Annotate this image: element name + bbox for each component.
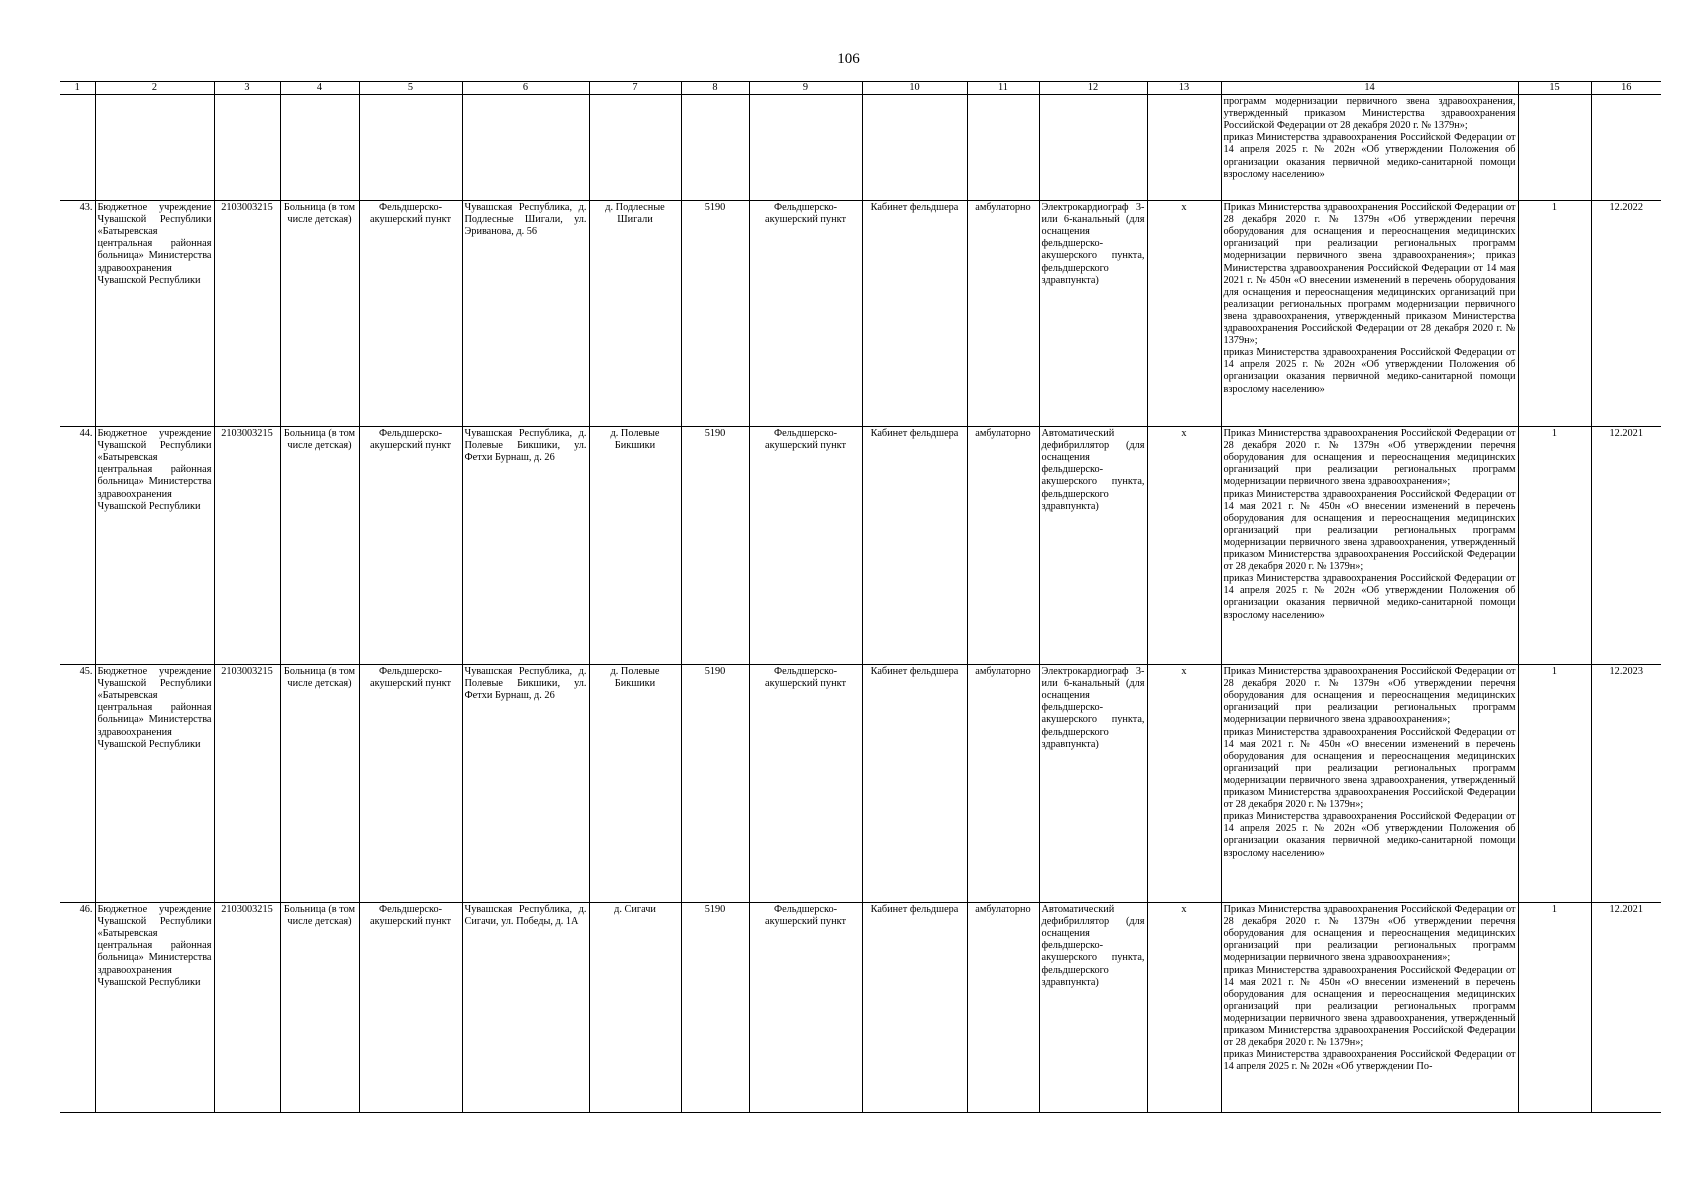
locality-cell: д. Сигачи	[589, 903, 681, 1113]
date-cell: 12.2022	[1591, 201, 1661, 427]
care-mode-cell: амбулаторно	[967, 903, 1039, 1113]
facility-type-cell: Больница (в том числе детская)	[280, 201, 359, 427]
column-header: 11	[967, 82, 1039, 95]
column-header: 16	[1591, 82, 1661, 95]
column-header: 15	[1518, 82, 1591, 95]
division-cell: Фельдшерско-акушерский пункт	[749, 665, 862, 903]
inn-cell: 2103003215	[214, 903, 280, 1113]
table-row	[60, 201, 1661, 427]
care-mode-cell: амбулаторно	[967, 665, 1039, 903]
equipment-cell: Автоматический дефибриллятор (для оснащения фельдшерско-акушерского пункта, фельдшерского здравпункта)	[1039, 427, 1147, 665]
code-cell: 5190	[681, 201, 749, 427]
room-cell: Кабинет фельдшера	[862, 427, 967, 665]
column-header: 6	[462, 82, 589, 95]
col13-cell: х	[1147, 427, 1221, 665]
facility-type-cell: Больница (в том числе детская)	[280, 427, 359, 665]
division-cell: Фельдшерско-акушерский пункт	[749, 903, 862, 1113]
column-header: 10	[862, 82, 967, 95]
unit-cell: Фельдшерско-акушерский пункт	[359, 201, 462, 427]
quantity-cell: 1	[1518, 903, 1591, 1113]
column-header: 14	[1221, 82, 1518, 95]
equipment-cell: Автоматический дефибриллятор (для оснащения фельдшерско-акушерского пункта, фельдшерского здравпункта)	[1039, 903, 1147, 1113]
unit-cell: Фельдшерско-акушерский пункт	[359, 427, 462, 665]
column-header: 2	[95, 82, 214, 95]
legal-basis-cell: Приказ Министерства здравоохранения Российской Федерации от 28 декабря 2020 г. № 1379н «Об утверждении перечня оборудования для оснащения и переоснащения медицинских организаций при реализации региональных программ модернизации первичного звена здравоохранения»; приказ Министерства здравоохранения Российской Федерации от 14 мая 2021 г. № 450н «О внесении изменений в перечень оборудования для оснащения и переоснащения медицинских организаций при реализации региональных программ модернизации первичного звена здравоохранения, утвержденный приказом Министерства здравоохранения Российской Федерации от 28 декабря 2020 г. № 1379н»; приказ Министерства здравоохранения Российской Федерации от 14 апреля 2025 г. № 202н «Об утверждении Положения об организации оказания первичной медико-санитарной помощи взрослому населению»	[1221, 427, 1518, 665]
column-header: 4	[280, 82, 359, 95]
column-header: 3	[214, 82, 280, 95]
equipment-cell: Электрокардиограф 3- или 6-канальный (для оснащения фельдшерско-акушерского пункта, фельдшерского здравпункта)	[1039, 665, 1147, 903]
page-number: 106	[837, 51, 860, 67]
column-header: 7	[589, 82, 681, 95]
table-row	[60, 903, 1661, 1113]
organization-cell: Бюджетное учреждение Чувашской Республики «Батыревская центральная районная больница» Министерства здравоохранения Чувашской Республики	[95, 427, 214, 665]
continuation-row	[60, 95, 1661, 201]
organization-cell: Бюджетное учреждение Чувашской Республики «Батыревская центральная районная больница» Министерства здравоохранения Чувашской Республики	[95, 201, 214, 427]
locality-cell: д. Подлесные Шигали	[589, 201, 681, 427]
date-cell: 12.2021	[1591, 427, 1661, 665]
room-cell: Кабинет фельдшера	[862, 201, 967, 427]
code-cell: 5190	[681, 903, 749, 1113]
organization-cell: Бюджетное учреждение Чувашской Республики «Батыревская центральная районная больница» Министерства здравоохранения Чувашской Республики	[95, 903, 214, 1113]
facility-type-cell: Больница (в том числе детская)	[280, 903, 359, 1113]
address-cell: Чувашская Республика, д. Подлесные Шигали, ул. Эриванова, д. 56	[462, 201, 589, 427]
legal-basis-cell: Приказ Министерства здравоохранения Российской Федерации от 28 декабря 2020 г. № 1379н «Об утверждении перечня оборудования для оснащения и переоснащения медицинских организаций при реализации региональных программ модернизации первичного звена здравоохранения»; приказ Министерства здравоохранения Российской Федерации от 14 мая 2021 г. № 450н «О внесении изменений в перечень оборудования для оснащения и переоснащения медицинских организаций при реализации региональных программ модернизации первичного звена здравоохранения, утвержденный приказом Министерства здравоохранения Российской Федерации от 28 декабря 2020 г. № 1379н»; приказ Министерства здравоохранения Российской Федерации от 14 апреля 2025 г. № 202н «Об утверждении По-	[1221, 903, 1518, 1113]
date-cell: 12.2023	[1591, 665, 1661, 903]
room-cell: Кабинет фельдшера	[862, 903, 967, 1113]
locality-cell: д. Полевые Бикшики	[589, 665, 681, 903]
inn-cell: 2103003215	[214, 665, 280, 903]
code-cell: 5190	[681, 427, 749, 665]
quantity-cell: 1	[1518, 665, 1591, 903]
quantity-cell: 1	[1518, 201, 1591, 427]
unit-cell: Фельдшерско-акушерский пункт	[359, 665, 462, 903]
unit-cell: Фельдшерско-акушерский пункт	[359, 903, 462, 1113]
row-number-cell: 45.	[60, 665, 95, 903]
equipment-table	[60, 81, 1661, 1113]
facility-type-cell: Больница (в том числе детская)	[280, 665, 359, 903]
date-cell: 12.2021	[1591, 903, 1661, 1113]
legal-basis-cell: Приказ Министерства здравоохранения Российской Федерации от 28 декабря 2020 г. № 1379н «Об утверждении перечня оборудования для оснащения и переоснащения медицинских организаций при реализации региональных программ модернизации первичного звена здравоохранения»; приказ Министерства здравоохранения Российской Федерации от 14 мая 2021 г. № 450н «О внесении изменений в перечень оборудования для оснащения и переоснащения медицинских организаций при реализации региональных программ модернизации первичного звена здравоохранения, утвержденный приказом Министерства здравоохранения Российской Федерации от 28 декабря 2020 г. № 1379н»; приказ Министерства здравоохранения Российской Федерации от 14 апреля 2025 г. № 202н «Об утверждении Положения об организации оказания первичной медико-санитарной помощи взрослому населению»	[1221, 665, 1518, 903]
table-row	[60, 427, 1661, 665]
row-number-cell: 43.	[60, 201, 95, 427]
inn-cell: 2103003215	[214, 427, 280, 665]
column-header: 12	[1039, 82, 1147, 95]
row-number-cell: 44.	[60, 427, 95, 665]
column-header: 9	[749, 82, 862, 95]
locality-cell: д. Полевые Бикшики	[589, 427, 681, 665]
col13-cell: х	[1147, 903, 1221, 1113]
room-cell: Кабинет фельдшера	[862, 665, 967, 903]
inn-cell: 2103003215	[214, 201, 280, 427]
row-number-cell: 46.	[60, 903, 95, 1113]
legal-basis-cell: Приказ Министерства здравоохранения Российской Федерации от 28 декабря 2020 г. № 1379н «Об утверждении перечня оборудования для оснащения и переоснащения медицинских организаций при реализации региональных программ модернизации первичного звена здравоохранения»; приказ Министерства здравоохранения Российской Федерации от 14 мая 2021 г. № 450н «О внесении изменений в перечень оборудования для оснащения и переоснащения медицинских организаций при реализации региональных программ модернизации первичного звена здравоохранения, утвержденный приказом Министерства здравоохранения Российской Федерации от 28 декабря 2020 г. № 1379н»; приказ Министерства здравоохранения Российской Федерации от 14 апреля 2025 г. № 202н «Об утверждении Положения об организации оказания первичной медико-санитарной помощи взрослому населению»	[1221, 201, 1518, 427]
division-cell: Фельдшерско-акушерский пункт	[749, 427, 862, 665]
column-header: 13	[1147, 82, 1221, 95]
equipment-cell: Электрокардиограф 3- или 6-канальный (для оснащения фельдшерско-акушерского пункта, фельдшерского здравпункта)	[1039, 201, 1147, 427]
column-header: 1	[60, 82, 95, 95]
column-number-row	[60, 82, 1661, 95]
legal-basis-cell: программ модернизации первичного звена здравоохранения, утвержденный приказом Министерства здравоохранения Российской Федерации от 28 декабря 2020 г. № 1379н»; приказ Министерства здравоохранения Российской Федерации от 14 апреля 2025 г. № 202н «Об утверждении Положения об организации оказания первичной медико-санитарной помощи взрослому населению»	[1221, 95, 1518, 201]
quantity-cell: 1	[1518, 427, 1591, 665]
care-mode-cell: амбулаторно	[967, 201, 1039, 427]
code-cell: 5190	[681, 665, 749, 903]
address-cell: Чувашская Республика, д. Сигачи, ул. Победы, д. 1А	[462, 903, 589, 1113]
col13-cell: х	[1147, 665, 1221, 903]
care-mode-cell: амбулаторно	[967, 427, 1039, 665]
address-cell: Чувашская Республика, д. Полевые Бикшики, ул. Фетхи Бурнаш, д. 26	[462, 427, 589, 665]
table-row	[60, 665, 1661, 903]
column-header: 5	[359, 82, 462, 95]
division-cell: Фельдшерско-акушерский пункт	[749, 201, 862, 427]
address-cell: Чувашская Республика, д. Полевые Бикшики, ул. Фетхи Бурнаш, д. 26	[462, 665, 589, 903]
col13-cell: х	[1147, 201, 1221, 427]
organization-cell: Бюджетное учреждение Чувашской Республики «Батыревская центральная районная больница» Министерства здравоохранения Чувашской Республики	[95, 665, 214, 903]
column-header: 8	[681, 82, 749, 95]
